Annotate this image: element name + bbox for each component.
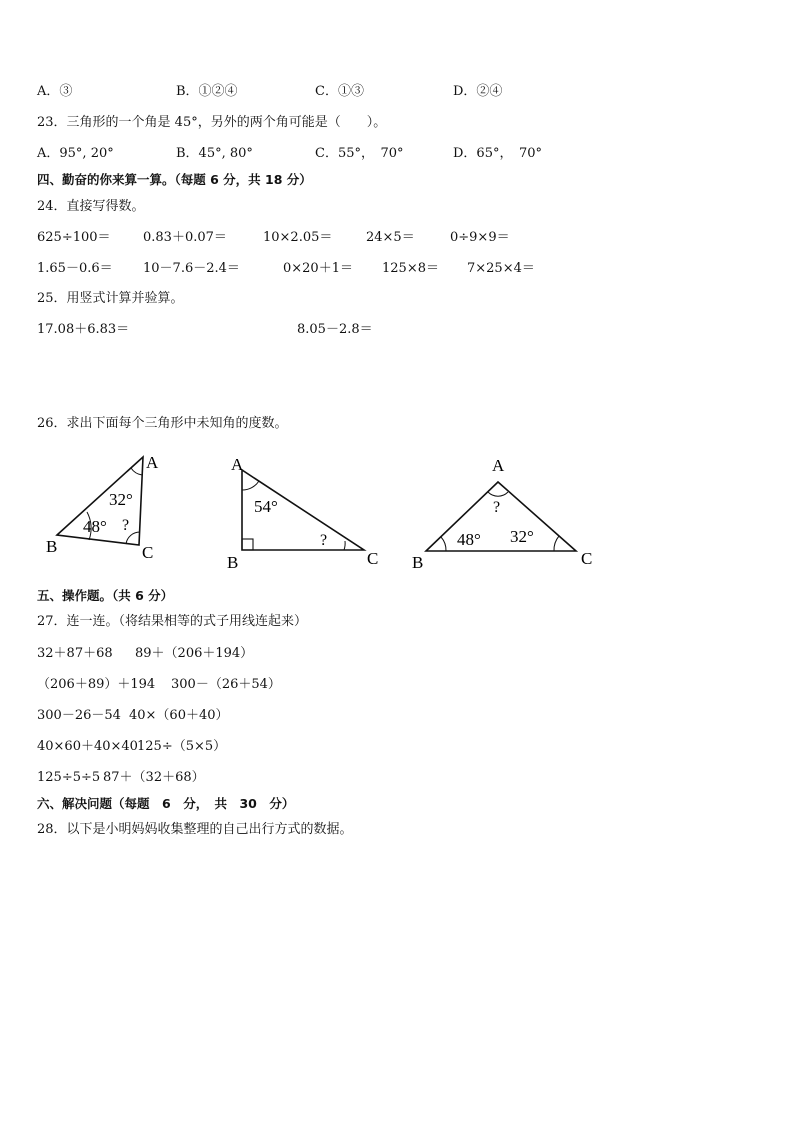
q27-left-expression: 40×60＋40×40 (37, 739, 138, 754)
triangle-3-angle-a-arc (488, 492, 508, 496)
triangle-3-angle-c-arc (554, 536, 559, 551)
q27-left-expression: （206＋89）＋194 (37, 677, 156, 692)
q24-stem: 24．直接写得数。 (37, 199, 145, 214)
q24-item: 7×25×4＝ (467, 261, 535, 276)
q23-option-d: D．65°， 70° (453, 146, 543, 161)
triangle-1-angle-c: ? (122, 517, 130, 534)
triangle-2-right-angle-mark (242, 539, 253, 550)
triangle-3-shape (426, 482, 576, 551)
triangle-2-vertex-a: A (231, 455, 244, 474)
q27-right-expression: 89＋（206＋194） (135, 646, 254, 661)
q23-stem: 23．三角形的一个角是 45°，另外的两个角可能是（ ）。 (37, 115, 387, 130)
section-6-title: 六、解决问题（每题 6 分， 共 30 分） (37, 796, 295, 811)
q26-stem: 26．求出下面每个三角形中未知角的度数。 (37, 416, 288, 431)
q27-left-expression: 125÷5÷5 (37, 770, 101, 785)
triangle-1-vertex-c: C (142, 543, 154, 562)
triangle-3-vertex-a: A (492, 456, 505, 475)
q27-stem: 27．连一连。（将结果相等的式子用线连起来） (37, 614, 308, 629)
triangle-2-angle-a: 54° (254, 497, 278, 516)
triangle-3-angle-c: 32° (510, 527, 534, 546)
section-5-title: 五、操作题。（共 6 分） (37, 588, 174, 603)
q24-item: 0÷9×9＝ (450, 230, 510, 245)
q25-item: 17.08＋6.83＝ (37, 322, 130, 337)
triangle-2-angle-c: ? (320, 532, 328, 549)
triangle-1-angle-a-arc (131, 468, 142, 475)
q27-left-expression: 300－26－54 (37, 708, 121, 723)
q24-item: 0.83＋0.07＝ (143, 230, 227, 245)
triangle-2-vertex-c: C (367, 549, 379, 568)
q27-right-expression: 87＋（32＋68） (103, 770, 205, 785)
triangle-1 (46, 453, 159, 562)
q23-option-a: A．95°, 20° (37, 146, 114, 161)
q24-item: 0×20＋1＝ (283, 261, 353, 276)
triangle-2-vertex-b: B (227, 553, 239, 572)
q23-option-b: B．45°, 80° (176, 146, 253, 161)
q27-right-expression: 40×（60＋40） (129, 708, 229, 723)
triangle-3-vertex-c: C (581, 549, 593, 568)
q27-left-expression: 32＋87＋68 (37, 646, 113, 661)
triangle-3-angle-b-arc (441, 537, 446, 551)
q22-option-d: D．②④ (453, 84, 503, 99)
triangle-2-angle-a-arc (242, 481, 259, 490)
q23-option-c: C．55°， 70° (315, 146, 404, 161)
triangle-1-vertex-a: A (146, 453, 159, 472)
q28-stem: 28．以下是小明妈妈收集整理的自己出行方式的数据。 (37, 822, 353, 837)
q24-item: 10－7.6－2.4＝ (143, 261, 240, 276)
triangle-3-vertex-b: B (412, 553, 424, 572)
q25-stem: 25．用竖式计算并验算。 (37, 291, 184, 306)
q24-item: 125×8＝ (382, 261, 439, 276)
triangle-1-angle-b: 48° (83, 517, 107, 536)
triangle-2 (227, 455, 378, 572)
triangle-3 (412, 456, 592, 572)
q24-item: 24×5＝ (366, 230, 415, 245)
section-4-title: 四、勤奋的你来算一算。（每题 6 分，共 18 分） (37, 172, 312, 187)
q25-item: 8.05－2.8＝ (297, 322, 373, 337)
q27-right-expression: 125÷（5×5） (137, 739, 227, 754)
q26-triangles-figure (0, 448, 620, 578)
q24-item: 625÷100＝ (37, 230, 111, 245)
q24-item: 10×2.05＝ (263, 230, 333, 245)
triangle-3-angle-a: ? (493, 499, 501, 516)
triangle-1-angle-a: 32° (109, 490, 133, 509)
q22-option-a: A．③ (37, 84, 73, 99)
q27-right-expression: 300－（26＋54） (171, 677, 281, 692)
q24-item: 1.65－0.6＝ (37, 261, 113, 276)
triangle-2-angle-c-arc (344, 541, 345, 550)
q22-option-b: B．①②④ (176, 84, 238, 99)
q22-option-c: C．①③ (315, 84, 364, 99)
triangle-1-vertex-b: B (46, 537, 58, 556)
triangle-3-angle-b: 48° (457, 530, 481, 549)
